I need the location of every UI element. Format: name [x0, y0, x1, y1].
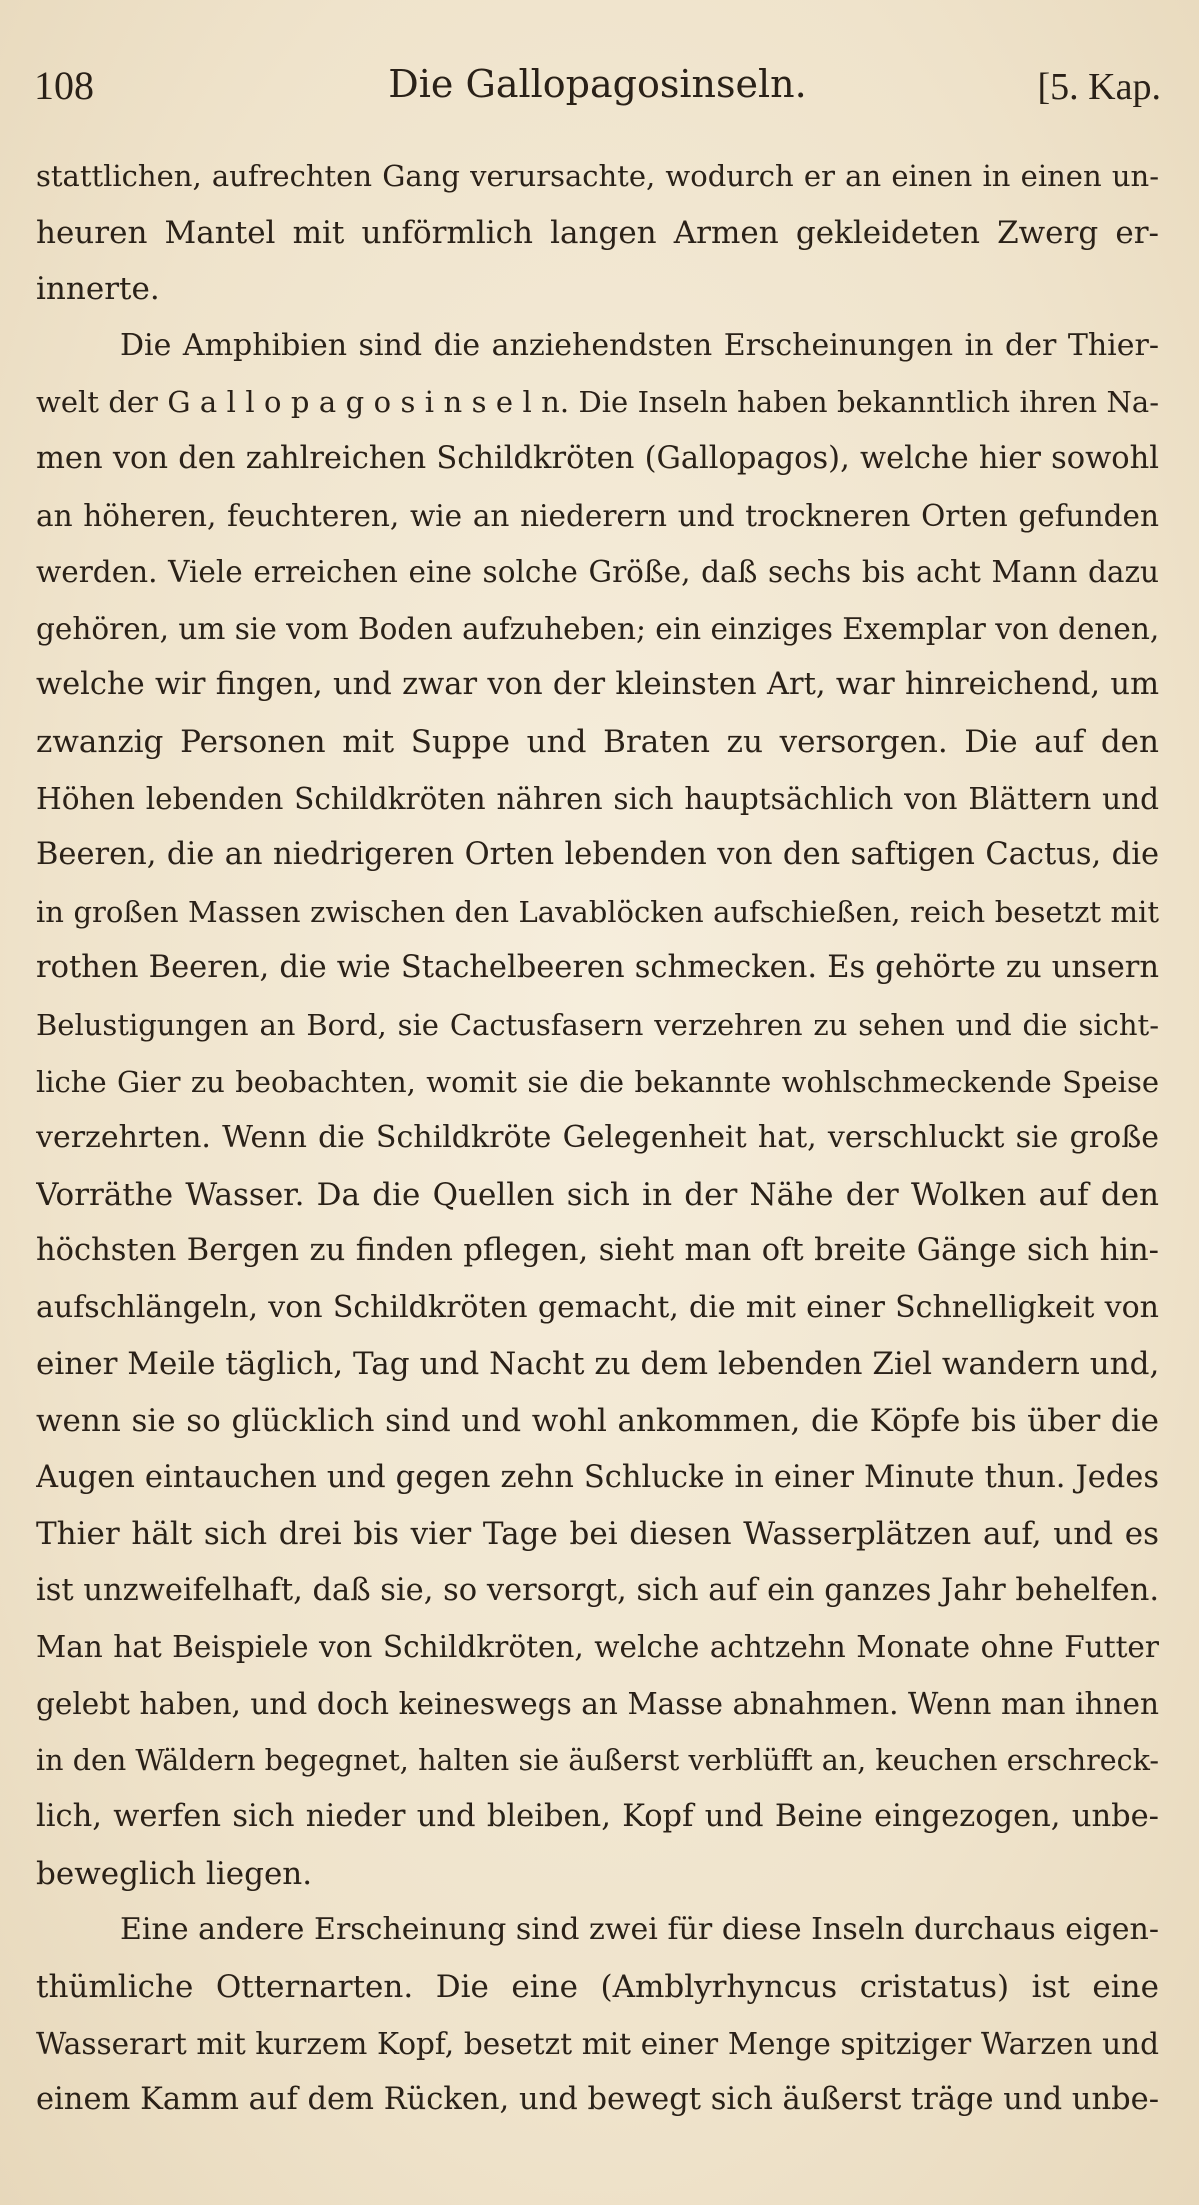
- text-line: einer Meile täglich, Tag und Nacht zu dem lebenden Ziel wandern und,: [36, 1346, 1159, 1383]
- text-line: Beeren, die an niedrigeren Orten lebenden von den saftigen Cactus, die: [36, 837, 1159, 873]
- text-line: Vorräthe Wasser. Da die Quellen sich in der Nähe der Wolken auf den: [36, 1176, 1159, 1213]
- text-line: liche Gier zu beobachten, womit sie die bekannte wohlschmeckende Speise: [36, 1064, 1159, 1099]
- chapter-reference: [5. Kap.: [1037, 66, 1161, 108]
- text-line: heuren Mantel mit unförmlich langen Armen gekleideten Zwerg er-: [36, 214, 1159, 251]
- text-line: thümliche Otternarten. Die eine (Amblyrhyncus cristatus) ist eine: [36, 1969, 1159, 2005]
- text-line: lich, werfen sich nieder und bleiben, Kopf und Beine eingezogen, unbe-: [36, 1799, 1159, 1835]
- text-line: rothen Beeren, die wie Stachelbeeren schmecken. Es gehörte zu unsern: [36, 950, 1159, 986]
- text-line: Höhen lebenden Schildkröten nähren sich hauptsächlich von Blättern und: [36, 781, 1159, 816]
- text-line: zwanzig Personen mit Suppe und Braten zu versorgen. Die auf den: [36, 723, 1159, 760]
- text-line: men von den zahlreichen Schildkröten (Gallopagos), welche hier sowohl: [36, 440, 1159, 476]
- text-line: beweglich liegen.: [36, 1855, 313, 1892]
- page-number: 108: [34, 63, 94, 108]
- text-line: in großen Massen zwischen den Lavablöcken aufschießen, reich besetzt mit: [36, 894, 1159, 929]
- text-line: ist unzweifelhaft, daß sie, so versorgt, sich auf ein ganzes Jahr behelfen.: [36, 1572, 1159, 1608]
- body-text: [36, 148, 1159, 2129]
- text-line: einem Kamm auf dem Rücken, und bewegt sich äußerst träge und unbe-: [36, 2082, 1159, 2118]
- text-line: welt der G a l l o p a g o s i n s e l n. Die Inseln haben bekanntlich ihren Na-: [36, 385, 1159, 420]
- text-line: welche wir fingen, und zwar von der kleinsten Art, war hinreichend, um: [36, 667, 1159, 703]
- text-line: gehören, um sie vom Boden aufzuheben; ein einziges Exemplar von denen,: [36, 611, 1159, 646]
- text-line: Augen eintauchen und gegen zehn Schlucke in einer Minute thun. Jedes: [36, 1459, 1159, 1495]
- text-line: höchsten Bergen zu finden pflegen, sieht man oft breite Gänge sich hin-: [36, 1233, 1159, 1269]
- page-header: [34, 62, 1161, 118]
- text-line: Die Amphibien sind die anziehendsten Erscheinungen in der Thier-: [120, 327, 1159, 363]
- text-line: verzehrten. Wenn die Schildkröte Gelegenheit hat, verschluckt sie große: [36, 1120, 1159, 1156]
- text-line: in den Wäldern begegnet, halten sie äußerst verblüfft an, keuchen erschreck-: [36, 1743, 1159, 1777]
- text-line: gelebt haben, und doch keineswegs an Masse abnahmen. Wenn man ihnen: [36, 1687, 1159, 1722]
- text-line: an höheren, feuchteren, wie an niederern und trockneren Orten gefunden: [36, 498, 1159, 533]
- text-line: Eine andere Erscheinung sind zwei für diese Inseln durchaus eigen-: [120, 1912, 1159, 1948]
- text-line: stattlichen, aufrechten Gang verursachte, wodurch er an einen in einen un-: [36, 159, 1159, 193]
- text-line: aufschlängeln, von Schildkröten gemacht, die mit einer Schnelligkeit von: [36, 1289, 1159, 1325]
- text-line: Man hat Beispiele von Schildkröten, welche achtzehn Monate ohne Futter: [36, 1630, 1159, 1665]
- text-line: Belustigungen an Bord, sie Cactusfasern verzehren zu sehen und die sicht-: [36, 1007, 1159, 1042]
- running-title: Die Gallopagosinseln.: [388, 62, 807, 106]
- text-line: wenn sie so glücklich sind und wohl ankommen, die Köpfe bis über die: [36, 1403, 1159, 1440]
- text-line: Wasserart mit kurzem Kopf, besetzt mit einer Menge spitziger Warzen und: [36, 2026, 1159, 2061]
- text-line: innerte.: [36, 271, 160, 308]
- text-line: Thier hält sich drei bis vier Tage bei diesen Wasserplätzen auf, und es: [36, 1516, 1159, 1553]
- text-line: werden. Viele erreichen eine solche Größe, daß sechs bis acht Mann dazu: [36, 555, 1159, 590]
